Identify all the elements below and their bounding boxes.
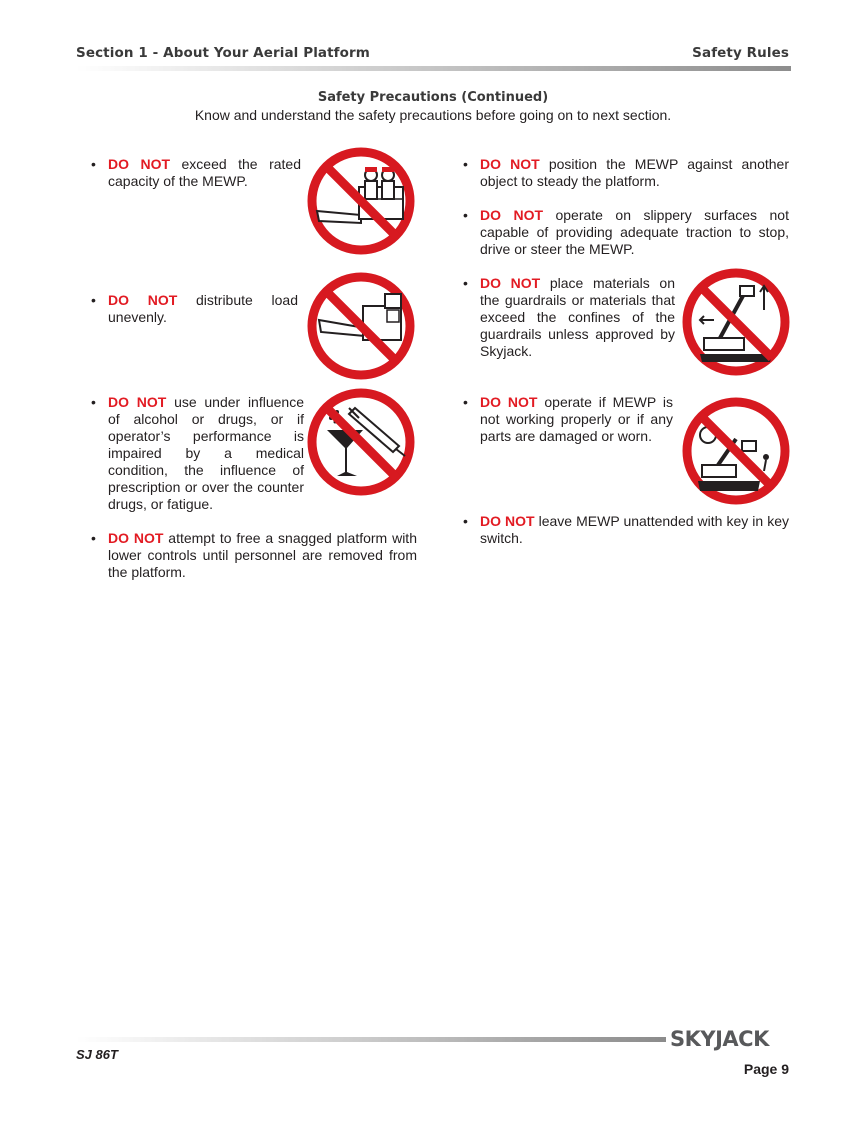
bullet-item [463,394,673,445]
bullet-dot: • [91,292,96,308]
bullet-dot: • [463,156,468,172]
bullet-item [91,156,301,190]
bullet-text: position the MEWP against another object to steady the platform. [480,156,789,189]
bullet-item [463,156,789,190]
header-chapter-title: Safety Rules [692,45,789,61]
bullet-text: attempt to free a snagged platform with lower controls until personnel are removed from the platform. [108,530,417,580]
warning-lead: DO NOT [480,275,541,291]
bullet-dot: • [463,207,468,223]
bullet-item [91,394,304,513]
warning-lead: DO NOT [108,530,164,546]
no-uneven-load-sign-icon [305,270,417,382]
bullet-dot: • [91,156,96,172]
bullet-text: exceed the rated capacity of the MEWP. [108,156,301,189]
bullet-text: leave MEWP unattended with key in key switch. [480,513,789,546]
bullet-text: operate if MEWP is not working properly or if any parts are damaged or worn. [480,394,673,444]
bullet-item [91,292,298,326]
warning-lead: DO NOT [480,207,544,223]
page-number: Page 9 [743,1061,789,1077]
warning-lead: DO NOT [108,292,178,308]
bullet-text: use under influence of alcohol or drugs, or if operator’s performance is impaired by a medical condition, the influence of prescription or over the counter drugs, or fatigue. [108,394,304,512]
bullet-text: operate on slippery surfaces not capable of providing adequate traction to stop, drive or steer the MEWP. [480,207,789,257]
page-subtitle: Know and understand the safety precautions before going on to next section. [194,107,672,123]
bullet-dot: • [463,275,468,291]
footer-model: SJ 86T [76,1047,118,1062]
warning-lead: DO NOT [480,513,535,529]
header-section-title: Section 1 - About Your Aerial Platform [76,45,370,61]
page-title: Safety Precautions (Continued) [317,90,549,105]
bullet-item [463,513,789,547]
bullet-dot: • [463,394,468,410]
bullet-dot: • [91,530,96,546]
skyjack-logo: SKYJACK [670,1027,769,1051]
no-damaged-operation-sign-icon [680,395,792,507]
warning-lead: DO NOT [480,394,538,410]
header-divider [76,66,791,71]
bullet-item [463,275,675,360]
bullet-dot: • [91,394,96,410]
bullet-text: place materials on the guardrails or materials that exceed the confines of the guardrails unless approved by Skyjack. [480,275,675,359]
bullet-text: distribute load unevenly. [108,292,298,325]
warning-lead: DO NOT [480,156,540,172]
no-overload-sign-icon [305,145,417,257]
bullet-item [463,207,789,258]
bullet-dot: • [463,513,468,529]
warning-lead: DO NOT [108,156,171,172]
no-alcohol-drugs-sign-icon [305,386,417,498]
footer-divider [76,1037,666,1042]
bullet-item [91,530,417,581]
no-materials-on-guardrail-sign-icon [680,266,792,378]
warning-lead: DO NOT [108,394,167,410]
